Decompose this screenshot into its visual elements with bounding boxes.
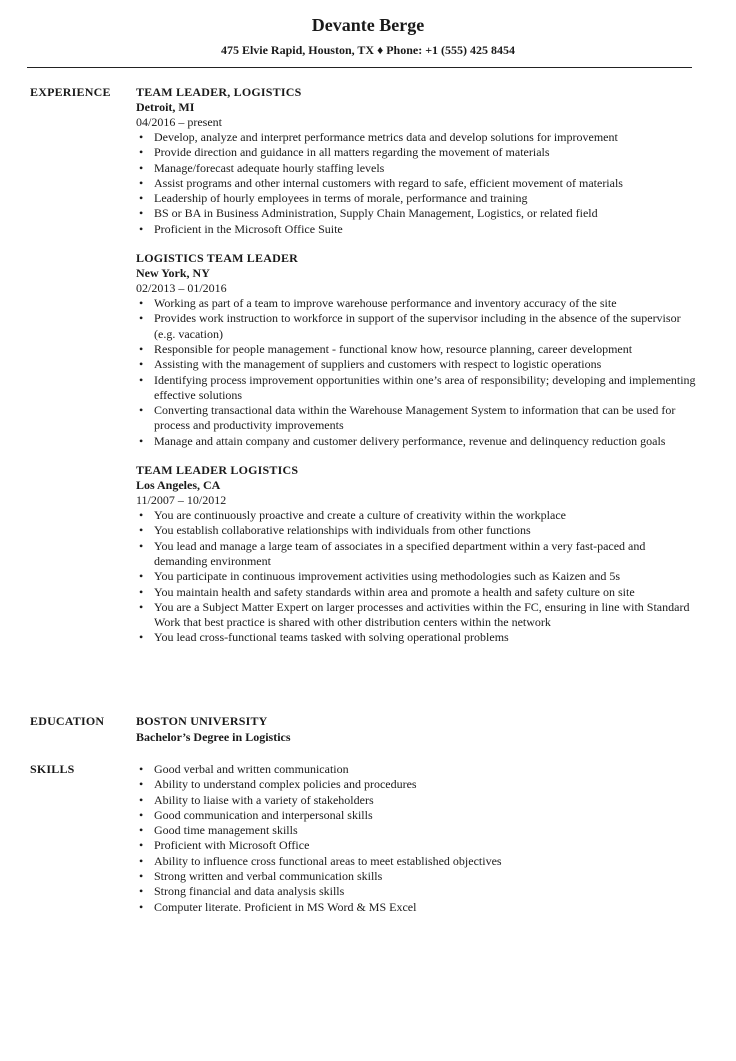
contact-line: 475 Elvie Rapid, Houston, TX ♦ Phone: +1 (555) 425 8454 [220, 43, 516, 57]
school-name: BOSTON UNIVERSITY [136, 714, 268, 728]
job-location: Detroit, MI [136, 100, 195, 114]
resume-header [0, 0, 736, 58]
list-item: • Provides work instruction to workforce in support of the supervisor including in the absence of the supervisor (e.g. vacation) [136, 311, 696, 342]
job-dates: 11/2007 – 10/2012 [136, 493, 227, 508]
list-item: • You lead and manage a large team of associates in a specified department within a very fast-paced and demanding environment [136, 539, 696, 570]
job-entry-2 [136, 251, 696, 449]
list-item: • Identifying process improvement opportunities within one’s area of responsibility; developing and implementing effective solutions [136, 373, 696, 404]
list-item: • You are a Subject Matter Expert on larger processes and activities within the FC, ensuring in line with Standard Work that best practice is shared with other distribution centers within the network [136, 600, 696, 631]
list-item: • Working as part of a team to improve warehouse performance and inventory accuracy of the site [136, 296, 696, 311]
skills-heading: SKILLS [30, 762, 75, 776]
list-item: • Proficient with Microsoft Office [136, 838, 696, 853]
list-item: • You establish collaborative relationships with individuals from other functions [136, 523, 696, 538]
list-item: • You maintain health and safety standards within area and promote a health and safety culture on site [136, 585, 696, 600]
candidate-name: Devante Berge [311, 15, 425, 35]
list-item: • Converting transactional data within the Warehouse Management System to information that can be used for process and productivity improvements [136, 403, 696, 434]
job-entry-3 [136, 463, 696, 646]
job-title: TEAM LEADER LOGISTICS [136, 463, 299, 478]
list-item: • Strong financial and data analysis skills [136, 884, 696, 899]
job-dates: 02/2013 – 01/2016 [136, 281, 227, 296]
job-dates: 04/2016 – present [136, 115, 222, 129]
job-bullet-list [136, 508, 696, 646]
list-item: • Provide direction and guidance in all matters regarding the movement of materials [136, 145, 696, 160]
list-item: • Computer literate. Proficient in MS Word & MS Excel [136, 900, 696, 915]
list-item: • Proficient in the Microsoft Office Suite [136, 222, 696, 237]
list-item: • Leadership of hourly employees in terms of morale, performance and training [136, 191, 696, 206]
experience-heading: EXPERIENCE [30, 85, 111, 99]
list-item: • BS or BA in Business Administration, Supply Chain Management, Logistics, or related field [136, 206, 696, 221]
list-item: • Good verbal and written communication [136, 762, 696, 777]
list-item: • You lead cross-functional teams tasked with solving operational problems [136, 630, 696, 645]
list-item: • Good communication and interpersonal skills [136, 808, 696, 823]
list-item: • Strong written and verbal communication skills [136, 869, 696, 884]
list-item: • You participate in continuous improvement activities using methodologies such as Kaizen and 5s [136, 569, 696, 584]
job-location: Los Angeles, CA [136, 478, 221, 493]
list-item: • Develop, analyze and interpret performance metrics data and develop solutions for improvement [136, 130, 696, 145]
header-divider [27, 67, 692, 68]
education-heading: EDUCATION [30, 714, 105, 728]
job-title: LOGISTICS TEAM LEADER [136, 251, 299, 266]
list-item: • Manage and attain company and customer delivery performance, revenue and delinquency reduction goals [136, 434, 696, 449]
experience-body [136, 85, 696, 660]
list-item: • Ability to liaise with a variety of stakeholders [136, 793, 696, 808]
list-item: • Responsible for people management - functional know how, resource planning, career development [136, 342, 696, 357]
job-bullet-list [136, 296, 696, 449]
education-body [136, 714, 696, 745]
degree: Bachelor’s Degree in Logistics [136, 730, 291, 744]
skills-list [136, 762, 696, 915]
skills-body [136, 762, 696, 915]
job-location: New York, NY [136, 266, 210, 281]
list-item: • Manage/forecast adequate hourly staffing levels [136, 161, 696, 176]
job-entry-1 [136, 85, 696, 237]
job-title: TEAM LEADER, LOGISTICS [136, 85, 302, 99]
list-item: • Ability to influence cross functional areas to meet established objectives [136, 854, 696, 869]
list-item: • Ability to understand complex policies and procedures [136, 777, 696, 792]
list-item: • Assist programs and other internal customers with regard to safe, efficient movement of materials [136, 176, 696, 191]
list-item: • You are continuously proactive and create a culture of creativity within the workplace [136, 508, 696, 523]
job-bullet-list [136, 130, 696, 237]
list-item: • Good time management skills [136, 823, 696, 838]
list-item: • Assisting with the management of suppliers and customers with respect to logistic operations [136, 357, 696, 372]
